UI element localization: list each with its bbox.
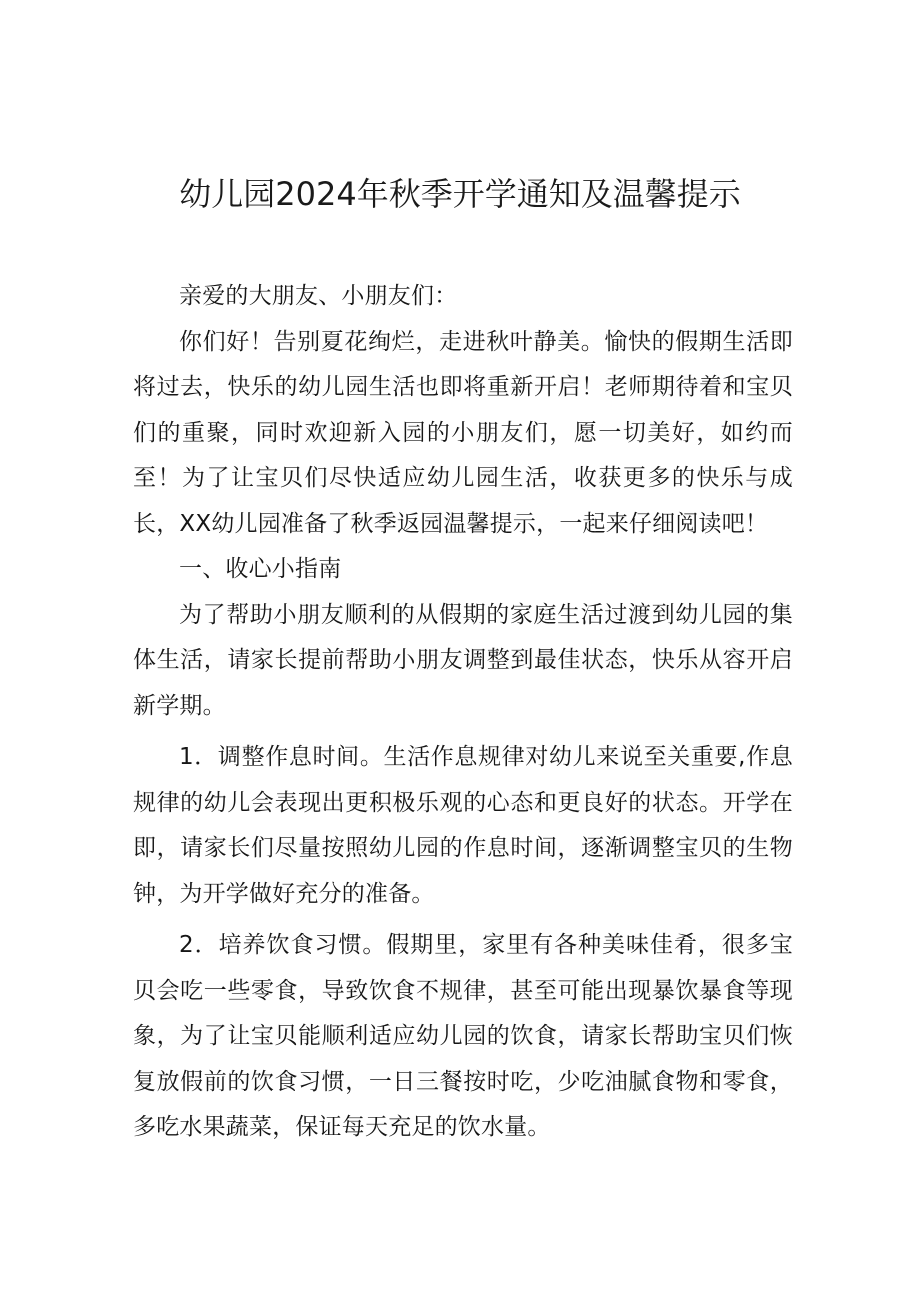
item-2-paragraph: 2．培养饮食习惯。假期里，家里有各种美味佳肴，很多宝贝会吃一些零食，导致饮食不规律，甚至可能出现暴饮暴食等现象，为了让宝贝能顺利适应幼儿园的饮食，请家长帮助宝贝们恢复放假前的饮食习惯，一日三餐按时吃，少吃油腻食物和零食，多吃水果蔬菜，保证每天充足的饮水量。	[133, 932, 793, 1140]
intro-paragraph: 你们好！告别夏花绚烂，走进秋叶静美。愉快的假期生活即将过去，快乐的幼儿园生活也即将重新开启！老师期待着和宝贝们的重聚，同时欢迎新入园的小朋友们，愿一切美好，如约而至！为了让宝贝们尽快适应幼儿园生活，收获更多的快乐与成长，XX幼儿园准备了秋季返园温馨提示，一起来仔细阅读吧！	[133, 328, 793, 537]
section-heading: 一、收心小指南	[179, 556, 342, 582]
greeting-paragraph: 亲爱的大朋友、小朋友们：	[179, 283, 458, 309]
page-title: 幼儿园2024年秋季开学通知及温馨提示	[179, 175, 741, 213]
item-1-paragraph: 1．调整作息时间。生活作息规律对幼儿来说至关重要,作息规律的幼儿会表现出更积极乐观的心态和更良好的状态。开学在即，请家长们尽量按照幼儿园的作息时间，逐渐调整宝贝的生物钟，为开学做好充分的准备。	[133, 744, 793, 907]
document-body	[133, 274, 793, 1151]
section-intro-paragraph: 为了帮助小朋友顺利的从假期的家庭生活过渡到幼儿园的集体生活，请家长提前帮助小朋友调整到最佳状态，快乐从容开启新学期。	[133, 601, 793, 719]
